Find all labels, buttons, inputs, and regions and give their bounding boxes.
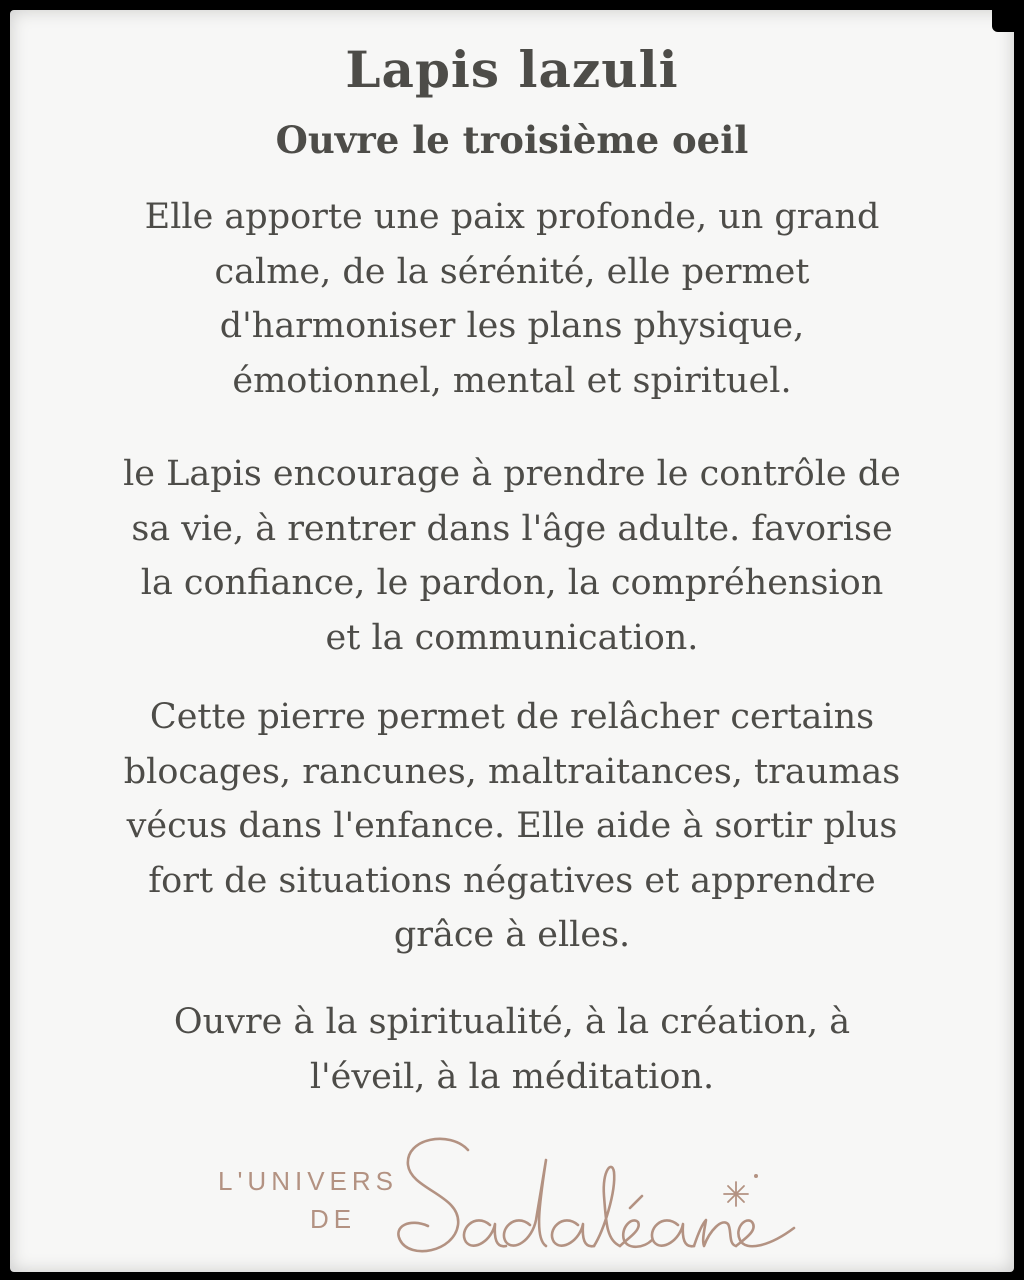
- paragraph-control: [0, 447, 1024, 665]
- paragraph-line: et la communication.: [325, 617, 699, 658]
- paragraph-spirituality: [0, 995, 1024, 1104]
- brand-logo: [200, 1120, 820, 1270]
- paragraph-line: l'éveil, à la méditation.: [309, 1056, 715, 1097]
- logo-text-de: DE: [310, 1204, 357, 1234]
- paragraph-line: la confiance, le pardon, la compréhension: [140, 563, 884, 603]
- paragraph-line: émotionnel, mental et spirituel.: [232, 360, 792, 401]
- frame-corner: [992, 10, 1014, 32]
- paragraph-release: [0, 690, 1024, 963]
- paragraph-line: blocages, rancunes, maltraitances, traumas: [123, 751, 901, 792]
- logo-text-univers: L'UNIVERS: [218, 1166, 399, 1196]
- page-title: Lapis lazuli: [345, 40, 679, 99]
- paragraph-peace: [0, 190, 1024, 408]
- page-subtitle: Ouvre le troisième oeil: [275, 118, 749, 162]
- paragraph-line: Elle apporte une paix profonde, un grand: [144, 197, 880, 237]
- paragraph-line: d'harmoniser les plans physique,: [219, 306, 805, 346]
- paragraph-line: calme, de la sérénité, elle permet: [214, 251, 810, 292]
- paragraph-line: fort de situations négatives et apprendre: [148, 860, 876, 901]
- paragraph-line: le Lapis encourage à prendre le contrôle de: [123, 454, 901, 494]
- logo-script-signature: [200, 1120, 820, 1270]
- paragraph-line: Cette pierre permet de relâcher certains: [149, 697, 875, 737]
- paragraph-line: grâce à elles.: [393, 915, 631, 955]
- paragraph-line: Ouvre à la spiritualité, à la création, à: [173, 1002, 851, 1042]
- sparkle-star-icon: [724, 1182, 748, 1206]
- paragraph-line: sa vie, à rentrer dans l'âge adulte. favorise: [131, 508, 893, 549]
- logo-dot: [754, 1174, 758, 1178]
- paragraph-line: vécus dans l'enfance. Elle aide à sortir plus: [126, 806, 898, 846]
